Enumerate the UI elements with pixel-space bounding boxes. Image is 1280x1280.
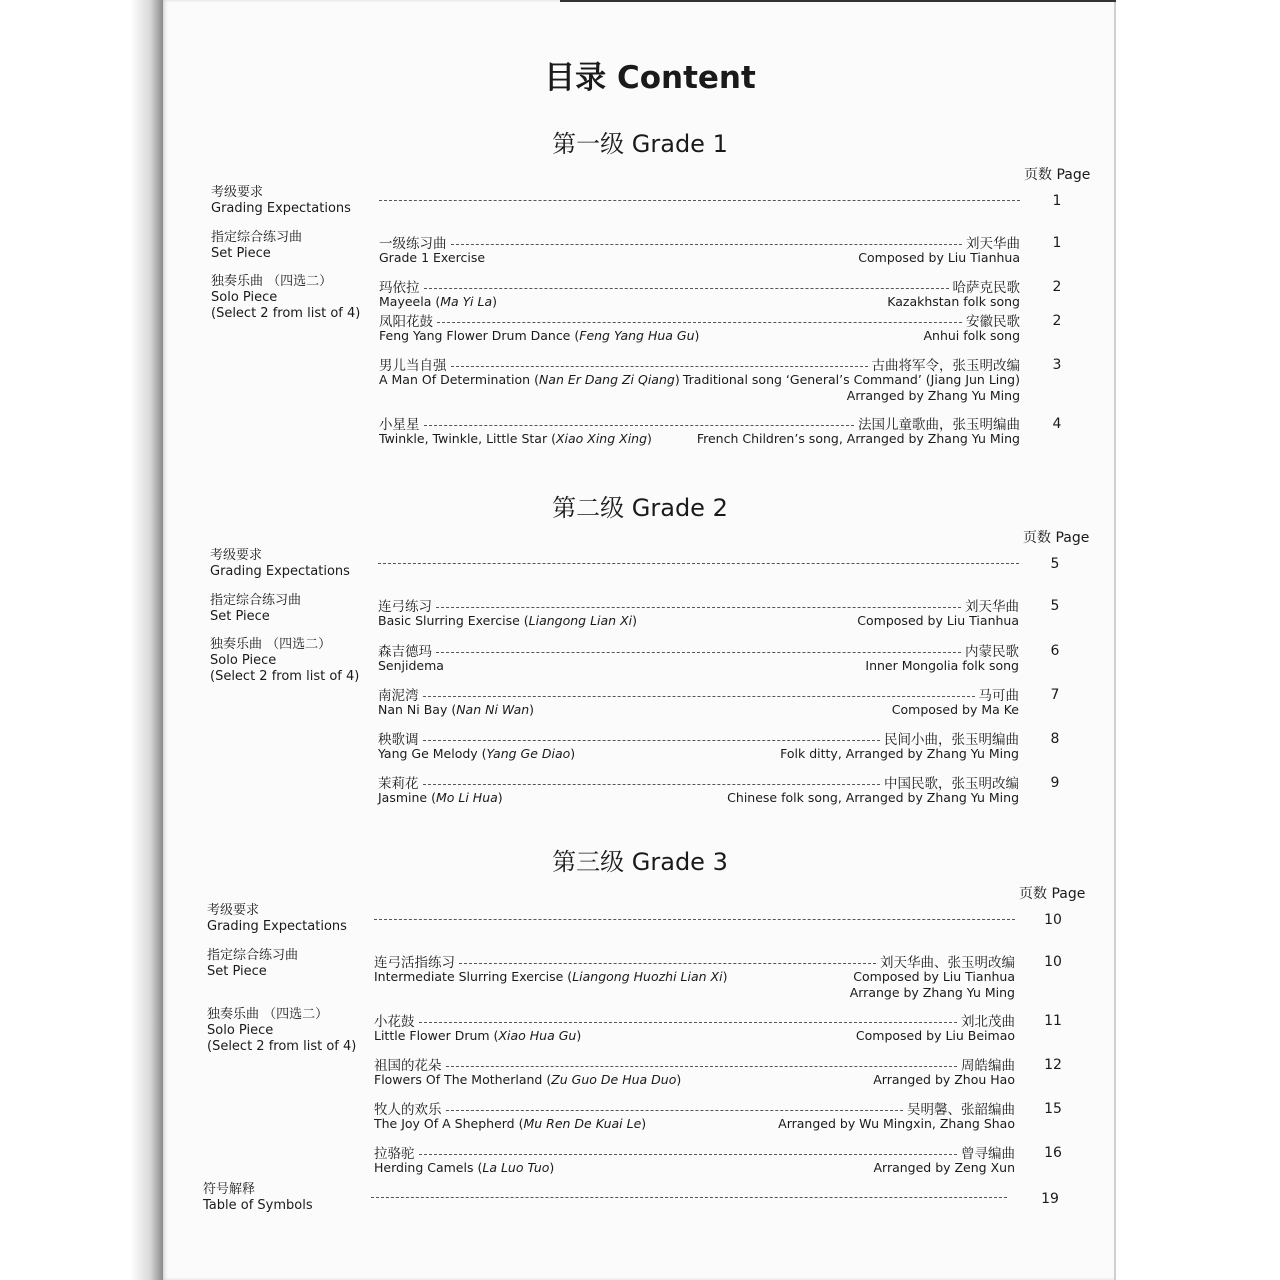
entry-title-zh: 一级练习曲 (379, 236, 447, 252)
entry-title-row (379, 414, 1020, 432)
label-zh: 独奏乐曲 （四选二） (210, 637, 332, 652)
entry-title-zh: 秧歌调 (378, 732, 419, 748)
leader-dots (423, 784, 881, 785)
entry-title-row (378, 596, 1019, 614)
page-number: 4 (1052, 416, 1062, 432)
entry-title-zh: 小星星 (379, 417, 420, 433)
page-number: 8 (1050, 731, 1060, 747)
label-zh: 符号解释 (203, 1182, 256, 1197)
leader-dots (371, 1197, 1007, 1198)
toc-entry[interactable] (379, 355, 1020, 403)
entry-composer-zh: 刘天华曲 (965, 599, 1019, 615)
leader-dots (379, 200, 1020, 201)
entry-title-en-main: Yang Ge Melody (378, 746, 478, 761)
entry-composer-zh: 周皓编曲 (961, 1058, 1015, 1074)
entry-title-row (374, 1055, 1015, 1073)
grading-expectations-label (207, 903, 357, 935)
page-number: 9 (1050, 775, 1060, 791)
entry-title-row (379, 277, 1020, 295)
entry-title-en-main: Flowers Of The Motherland (374, 1072, 543, 1087)
book-spine-shadow (0, 0, 163, 1280)
page-number: 2 (1052, 279, 1062, 295)
entry-title-en-main: The Joy Of A Shepherd (374, 1116, 515, 1131)
entry-title-romanized: Yang Ge Diao (486, 746, 571, 761)
entry-composer-en: Traditional song ‘General’s Command’ (Jiang Jun Ling) (682, 372, 1020, 387)
entry-title-romanized: Xiao Hua Gu (498, 1028, 577, 1043)
entry-composer-en: Arranged by Zeng Xun (873, 1160, 1015, 1175)
entry-title-romanized: Zu Guo De Hua Duo (551, 1072, 677, 1087)
label-en-note: (Select 2 from list of 4) (211, 306, 361, 321)
entry-title-en-main: Basic Slurring Exercise (378, 613, 520, 628)
entry-title-zh: 玛依拉 (379, 280, 420, 296)
label-en: Grading Expectations (211, 201, 351, 216)
grading-expectations-label (210, 548, 360, 580)
leader-dots (423, 696, 975, 697)
entry-title-row (374, 1011, 1015, 1029)
set-piece-label (211, 230, 361, 262)
entry-composer-zh: 哈萨克民歌 (952, 280, 1020, 296)
page-number: 6 (1050, 643, 1060, 659)
label-en: Set Piece (211, 246, 271, 261)
leader-dots (423, 740, 881, 741)
label-en-note: (Select 2 from list of 4) (207, 1039, 357, 1054)
leader-dots (446, 1066, 958, 1067)
entry-title-zh: 祖国的花朵 (374, 1058, 442, 1074)
entry-title-romanized: Ma Yi La (440, 294, 493, 309)
entry-title-zh: 男儿当自强 (379, 358, 447, 374)
leader-dots (451, 366, 868, 367)
solo-piece-label (207, 1007, 357, 1055)
entry-title-row (379, 311, 1020, 329)
page-number: 15 (1044, 1101, 1062, 1117)
entry-title-row (378, 729, 1019, 747)
entry-title-zh: 小花鼓 (374, 1014, 415, 1030)
label-en: Set Piece (207, 964, 267, 979)
entry-composer-en: Arranged by Zhou Hao (873, 1072, 1015, 1087)
page-number: 2 (1052, 313, 1062, 329)
label-en-note: (Select 2 from list of 4) (210, 669, 360, 684)
entry-title-zh: 凤阳花鼓 (379, 314, 433, 330)
label-en: Solo Piece (207, 1023, 274, 1038)
entry-title-en: The Joy Of A Shepherd (Mu Ren De Kuai Le) (374, 1116, 647, 1131)
entry-title-en-main: A Man Of Determination (379, 372, 531, 387)
entry-title-romanized: Nan Er Dang Zi Qiang (538, 372, 675, 387)
leader-dots (378, 563, 1019, 564)
toc-entry[interactable] (374, 1143, 1015, 1175)
entry-title-zh: 连弓活指练习 (374, 955, 455, 971)
entry-composer-en-2: Arrange by Zhang Yu Ming (849, 985, 1015, 1000)
page-column-header: 页数 Page (1023, 530, 1090, 546)
page-number: 12 (1044, 1057, 1062, 1073)
entry-composer-en: Composed by Ma Ke (891, 702, 1019, 717)
entry-title-en-main: Intermediate Slurring Exercise (374, 969, 564, 984)
label-zh: 考级要求 (210, 548, 263, 563)
toc-entry[interactable] (378, 729, 1019, 761)
label-en: Grading Expectations (210, 564, 350, 579)
entry-title-row (379, 355, 1020, 373)
leader-dots (424, 288, 949, 289)
leader-dots (436, 652, 961, 653)
solo-piece-label (210, 637, 360, 685)
entry-composer-en: Composed by Liu Tianhua (858, 250, 1020, 265)
entry-title-en-main: Twinkle, Twinkle, Little Star (379, 431, 548, 446)
entry-title-zh: 茉莉花 (378, 776, 419, 792)
entry-title-en-main: Herding Camels (374, 1160, 474, 1175)
page-number: 5 (1050, 598, 1060, 614)
entry-composer-en: Anhui folk song (923, 328, 1020, 343)
entry-composer-zh: 内蒙民歌 (965, 644, 1019, 660)
entry-title-en-main: Nan Ni Bay (378, 702, 448, 717)
label-zh: 指定综合练习曲 (207, 948, 299, 963)
entry-title-en-main: Feng Yang Flower Drum Dance (379, 328, 571, 343)
entry-title-romanized: Liangong Lian Xi (528, 613, 633, 628)
entry-composer-en: Composed by Liu Tianhua (853, 969, 1015, 984)
leader-dots (374, 919, 1015, 920)
page-number: 1 (1052, 193, 1062, 209)
grading-expectations-label (211, 185, 361, 217)
entry-composer-zh: 刘北茂曲 (961, 1014, 1015, 1030)
entry-composer-en: Chinese folk song, Arranged by Zhang Yu Ming (727, 790, 1019, 805)
entry-composer-zh: 吴明馨、张韶编曲 (907, 1102, 1015, 1118)
page-number: 5 (1050, 556, 1060, 572)
set-piece-label (207, 948, 357, 980)
entry-title-romanized: Mu Ren De Kuai Le (523, 1116, 642, 1131)
entry-title-en: Feng Yang Flower Drum Dance (Feng Yang Hua Gu) (379, 328, 700, 343)
entry-title-romanized: Nan Ni Wan (456, 702, 530, 717)
entry-title-en: A Man Of Determination (Nan Er Dang Zi Qiang) (379, 372, 680, 387)
entry-title-zh: 森吉德玛 (378, 644, 432, 660)
solo-piece-label (211, 274, 361, 322)
label-zh: 独奏乐曲 （四选二） (211, 274, 333, 289)
entry-composer-zh: 古曲将军令，张玉明改编 (871, 358, 1020, 374)
entry-title-en: Basic Slurring Exercise (Liangong Lian Xi) (378, 613, 637, 628)
leader-dots (451, 244, 963, 245)
leader-dots (459, 963, 876, 964)
entry-title-row (378, 641, 1019, 659)
entry-composer-zh: 安徽民歌 (966, 314, 1020, 330)
label-zh: 指定综合练习曲 (211, 230, 303, 245)
entry-title-row (374, 952, 1015, 970)
page-column-header: 页数 Page (1019, 886, 1086, 902)
page-number: 1 (1052, 235, 1062, 251)
label-zh: 指定综合练习曲 (210, 593, 302, 608)
entry-composer-zh: 刘天华曲 (966, 236, 1020, 252)
toc-entry[interactable] (378, 596, 1019, 628)
entry-composer-zh: 中国民歌，张玉明改编 (884, 776, 1019, 792)
entry-title-en-main: Little Flower Drum (374, 1028, 490, 1043)
page-number: 7 (1050, 687, 1060, 703)
entry-composer-zh: 曾寻编曲 (961, 1146, 1015, 1162)
entry-title-en-main: Senjidema (378, 658, 444, 673)
leader-dots (436, 607, 961, 608)
entry-composer-en: Composed by Liu Beimao (855, 1028, 1015, 1043)
leader-dots (446, 1110, 904, 1111)
label-en: Solo Piece (210, 653, 277, 668)
page-number: 11 (1044, 1013, 1062, 1029)
label-en: Set Piece (210, 609, 270, 624)
entry-composer-en: Inner Mongolia folk song (865, 658, 1019, 673)
set-piece-label (210, 593, 360, 625)
toc-entry[interactable] (378, 685, 1019, 717)
entry-composer-en-2: Arranged by Zhang Yu Ming (846, 388, 1020, 403)
label-en: Solo Piece (211, 290, 278, 305)
entry-title-en: Herding Camels (La Luo Tuo) (374, 1160, 555, 1175)
entry-title-en: Flowers Of The Motherland (Zu Guo De Hua Duo) (374, 1072, 682, 1087)
leader-dots (419, 1154, 958, 1155)
entry-title-en: Intermediate Slurring Exercise (Liangong Huozhi Lian Xi) (374, 969, 728, 984)
entry-title-zh: 南泥湾 (378, 688, 419, 704)
page-edge (1114, 0, 1116, 1280)
leader-dots (437, 322, 962, 323)
toc-entry[interactable] (374, 1011, 1015, 1043)
entry-title-en: Jasmine (Mo Li Hua) (378, 790, 503, 805)
entry-title-en-main: Mayeela (379, 294, 432, 309)
toc-entry[interactable] (374, 1055, 1015, 1087)
symbols-label (203, 1182, 353, 1214)
top-border-line (560, 0, 1116, 2)
page-number: 3 (1052, 357, 1062, 373)
label-en: Table of Symbols (203, 1198, 313, 1213)
entry-title-row (379, 233, 1020, 251)
entry-title-row (378, 773, 1019, 791)
entry-composer-en: French Children’s song, Arranged by Zhang Yu Ming (696, 431, 1020, 446)
grade-title: 第二级 Grade 2 (552, 494, 728, 522)
entry-title-row (378, 685, 1019, 703)
entry-composer-en: Arranged by Wu Mingxin, Zhang Shao (778, 1116, 1015, 1131)
entry-title-row (374, 1099, 1015, 1117)
entry-composer-zh: 刘天华曲、张玉明改编 (880, 955, 1015, 971)
entry-title-en: Yang Ge Melody (Yang Ge Diao) (378, 746, 576, 761)
entry-title-en: Mayeela (Ma Yi La) (379, 294, 498, 309)
entry-composer-zh: 法国儿童歌曲，张玉明编曲 (858, 417, 1020, 433)
entry-title-zh: 连弓练习 (378, 599, 432, 615)
toc-entry[interactable] (374, 1099, 1015, 1131)
entry-title-romanized: La Luo Tuo (482, 1160, 550, 1175)
entry-composer-en: Folk ditty, Arranged by Zhang Yu Ming (780, 746, 1019, 761)
entry-composer-en: Composed by Liu Tianhua (857, 613, 1019, 628)
toc-entry[interactable] (379, 414, 1020, 446)
page-number: 10 (1044, 954, 1062, 970)
entry-title-zh: 牧人的欢乐 (374, 1102, 442, 1118)
entry-title-romanized: Mo Li Hua (435, 790, 498, 805)
leader-dots (424, 425, 855, 426)
toc-entry[interactable] (379, 311, 1020, 343)
label-en: Grading Expectations (207, 919, 347, 934)
label-zh: 独奏乐曲 （四选二） (207, 1007, 329, 1022)
toc-entry[interactable] (374, 952, 1015, 1000)
entry-title-zh: 拉骆驼 (374, 1146, 415, 1162)
leader-dots (419, 1022, 958, 1023)
grade-title: 第一级 Grade 1 (552, 130, 728, 158)
page-number: 10 (1044, 912, 1062, 928)
entry-title-romanized: Feng Yang Hua Gu (579, 328, 695, 343)
grade-title: 第三级 Grade 3 (552, 848, 728, 876)
label-zh: 考级要求 (207, 903, 260, 918)
entry-title-en: Twinkle, Twinkle, Little Star (Xiao Xing Xing) (379, 431, 652, 446)
entry-title-en: Little Flower Drum (Xiao Hua Gu) (374, 1028, 582, 1043)
entry-composer-en: Kazakhstan folk song (887, 294, 1020, 309)
page-title: 目录 Content (544, 60, 756, 96)
toc-entry[interactable] (378, 773, 1019, 805)
entry-title-en-main: Grade 1 Exercise (379, 250, 486, 265)
entry-composer-zh: 民间小曲，张玉明编曲 (884, 732, 1019, 748)
entry-title-romanized: Liangong Huozhi Lian Xi (572, 969, 723, 984)
page-number: 19 (1041, 1191, 1059, 1207)
page-number: 16 (1044, 1145, 1062, 1161)
toc-entry[interactable] (379, 233, 1020, 265)
entry-title-en: Nan Ni Bay (Nan Ni Wan) (378, 702, 535, 717)
entry-title-romanized: Xiao Xing Xing (555, 431, 648, 446)
entry-title-row (374, 1143, 1015, 1161)
toc-entry[interactable] (378, 641, 1019, 673)
entry-title-en (378, 658, 444, 673)
entry-title-en-main: Jasmine (378, 790, 428, 805)
entry-title-en (379, 250, 485, 265)
entry-composer-zh: 马可曲 (978, 688, 1019, 704)
page-column-header: 页数 Page (1024, 167, 1091, 183)
toc-entry[interactable] (379, 277, 1020, 309)
label-zh: 考级要求 (211, 185, 264, 200)
